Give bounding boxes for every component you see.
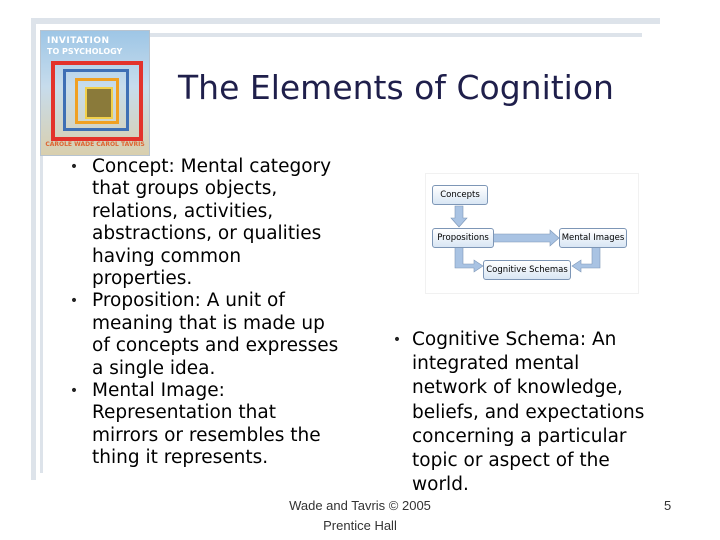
- bullet-line: Concept: Mental category: [92, 156, 332, 177]
- book-cover-image: [40, 30, 150, 156]
- bullet-line: properties.: [92, 268, 193, 290]
- bullet-proposition: [56, 290, 376, 380]
- bullet-line: abstractions, or qualities: [92, 223, 322, 245]
- bullet-concept: [56, 156, 376, 290]
- page-number: 5: [664, 498, 672, 513]
- bullet-line: a single idea.: [92, 357, 216, 379]
- bullet-line: topic or aspect of the: [412, 450, 610, 472]
- node-propositions: Propositions: [432, 228, 494, 248]
- decorative-top-bar: [36, 18, 660, 24]
- book-cover-authors: CAROLE WADE CAROL TAVRIS: [45, 141, 145, 148]
- book-cover-title-line1: INVITATION: [47, 36, 110, 46]
- book-cover-photo: [85, 87, 113, 119]
- right-bullet-list: [382, 328, 682, 497]
- slide-footer: [270, 496, 450, 536]
- node-concepts: Concepts: [432, 185, 488, 205]
- bullet-mental-image: [56, 380, 376, 470]
- cognition-diagram: [425, 173, 639, 294]
- arrow-mental-images-to-schemas: [572, 247, 600, 272]
- bullet-icon: •: [392, 332, 402, 348]
- arrow-concepts-to-propositions: [451, 206, 467, 227]
- node-mental-images: Mental Images: [559, 228, 627, 248]
- bullet-icon: •: [69, 159, 79, 175]
- bullet-icon: •: [69, 383, 79, 400]
- book-cover-title-line2: TO PSYCHOLOGY: [47, 47, 123, 56]
- bullet-line: mirrors or resembles the: [92, 424, 321, 446]
- slide-title: The Elements of Cognition: [178, 68, 614, 107]
- bullet-line: having common: [92, 245, 242, 267]
- footer-publisher: Prentice Hall: [323, 518, 397, 533]
- bullet-line: concerning a particular: [412, 425, 627, 447]
- bullet-line: beliefs, and expectations: [412, 401, 645, 423]
- bullet-line: thing it represents.: [92, 447, 269, 469]
- bullet-line: Mental Image:: [92, 380, 225, 402]
- node-cognitive-schemas: Cognitive Schemas: [483, 260, 571, 280]
- footer-copyright: Wade and Tavris © 2005: [289, 498, 431, 513]
- bullet-line: network of knowledge,: [412, 377, 623, 399]
- bullet-line: of concepts and expresses: [92, 335, 339, 357]
- bullet-line: Representation that: [92, 402, 276, 424]
- bullet-line: meaning that is made up: [92, 312, 325, 334]
- arrow-propositions-to-mental-images: [492, 230, 559, 246]
- bullet-line: integrated mental: [412, 353, 580, 375]
- bullet-line: Cognitive Schema: An: [412, 329, 617, 350]
- bullet-line: relations, activities,: [92, 200, 274, 222]
- decorative-left-bar: [31, 18, 36, 480]
- bullet-icon: •: [69, 293, 79, 310]
- bullet-line: Proposition: A unit of: [92, 290, 285, 312]
- arrow-propositions-to-schemas: [455, 247, 483, 272]
- bullet-line: that groups objects,: [92, 178, 278, 200]
- bullet-line: world.: [412, 474, 469, 496]
- bullet-cognitive-schema: [382, 328, 682, 497]
- left-bullet-list: [56, 156, 376, 470]
